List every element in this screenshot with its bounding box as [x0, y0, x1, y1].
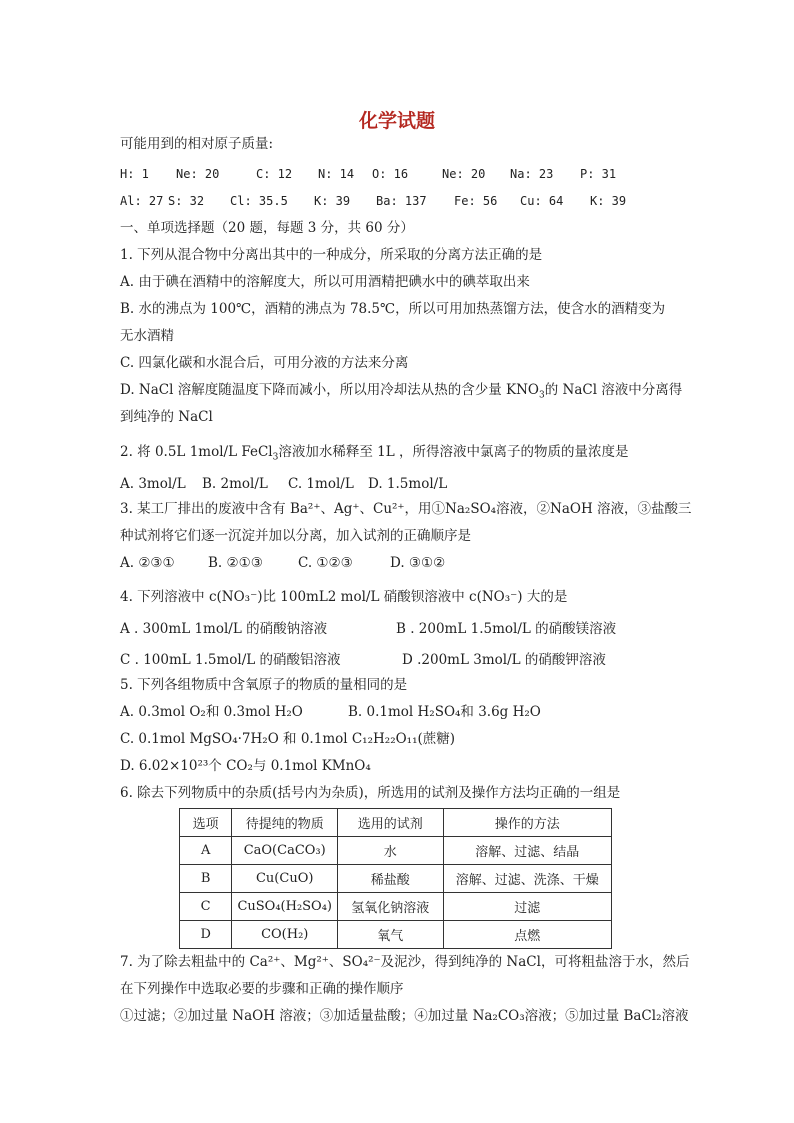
- option-b: B. ②①③: [208, 555, 263, 571]
- table-cell: B: [180, 865, 232, 893]
- option-b: B. 0.1mol H₂SO₄和 3.6g H₂O: [348, 704, 541, 720]
- option-c: C. ①②③: [298, 555, 353, 571]
- question-6-stem: 6. 除去下列物质中的杂质(括号内为杂质)，所选用的试剂及操作方法均正确的一组是: [120, 785, 621, 801]
- text: 2. 将 0.5L 1mol/L FeCl: [120, 444, 273, 460]
- table-header-cell: 选项: [180, 809, 232, 837]
- text: D. NaCl 溶解度随温度下降而减小，所以用冷却法从热的含少量 KNO: [120, 382, 539, 398]
- option-a: A. 3mol/L: [120, 476, 186, 492]
- question-1-option-d: [120, 381, 682, 405]
- table-cell: 稀盐酸: [338, 865, 443, 893]
- table-row: [180, 893, 612, 921]
- mass-item: Al: 27: [120, 194, 164, 208]
- table-row: [180, 921, 612, 949]
- question-7-stem: 7. 为了除去粗盐中的 Ca²⁺、Mg²⁺、SO₄²⁻及泥沙，得到纯净的 NaCl，可将粗盐溶于水，然后: [120, 954, 690, 970]
- question-4-stem: 4. 下列溶液中 c(NO₃⁻)比 100mL2 mol/L 硝酸钡溶液中 c(NO₃⁻) 大的是: [120, 589, 568, 605]
- table-cell: 过滤: [443, 893, 612, 921]
- option-a: A . 300mL 1mol/L 的硝酸钠溶液: [120, 621, 328, 637]
- question-1-option-b: B. 水的沸点为 100℃，酒精的沸点为 78.5℃，所以可用加热蒸馏方法，使含水的酒精变为: [120, 301, 666, 317]
- table-cell: A: [180, 837, 232, 865]
- option-c: C. 1mol/L: [288, 476, 354, 492]
- table-header-cell: 待提纯的物质: [232, 809, 338, 837]
- mass-item: C: 12: [256, 167, 293, 181]
- table-cell: 点燃: [443, 921, 612, 949]
- option-c: C . 100mL 1.5mol/L 的硝酸铝溶液: [120, 652, 341, 668]
- question-2-stem: [120, 443, 628, 467]
- section-heading: 一、单项选择题（20 题，每题 3 分，共 60 分）: [120, 220, 414, 236]
- option-a: A. ②③①: [120, 555, 175, 571]
- question-1-stem: 1. 下列从混合物中分离出其中的一种成分，所采取的分离方法正确的是: [120, 247, 543, 263]
- table-cell: Cu(CuO): [232, 865, 338, 893]
- page-title: 化学试题: [358, 110, 435, 132]
- question-5-stem: 5. 下列各组物质中含氧原子的物质的量相同的是: [120, 677, 408, 693]
- text: 的 NaCl 溶液中分离得: [544, 382, 683, 398]
- question-4-options-row-1: [120, 620, 640, 638]
- question-5-option-d: D. 6.02×10²³个 CO₂与 0.1mol KMnO₄: [120, 758, 371, 774]
- table-cell: 溶解、过滤、结晶: [443, 837, 612, 865]
- subscript: 3: [538, 390, 545, 401]
- mass-item: Fe: 56: [454, 194, 498, 208]
- table-header-cell: 操作的方法: [443, 809, 612, 837]
- option-d: D .200mL 3mol/L 的硝酸钾溶液: [402, 652, 606, 668]
- question-2-options: [120, 475, 520, 493]
- table-cell: 氢氧化钠溶液: [338, 893, 443, 921]
- mass-item: N: 14: [318, 167, 355, 181]
- table-header-cell: 选用的试剂: [338, 809, 443, 837]
- mass-item: Na: 23: [510, 167, 554, 181]
- table-cell: 氧气: [338, 921, 443, 949]
- mass-item: P: 31: [580, 167, 617, 181]
- question-7-steps: ①过滤；②加过量 NaOH 溶液；③加适量盐酸；④加过量 Na₂CO₃溶液；⑤加过量 BaCl₂溶液: [120, 1008, 689, 1024]
- option-d: D. 1.5mol/L: [368, 476, 448, 492]
- table-header-row: [180, 809, 612, 837]
- question-7-stem-cont: 在下列操作中选取必要的步骤和正确的操作顺序: [120, 981, 404, 997]
- table-cell: CaO(CaCO₃): [232, 837, 338, 865]
- subscript: 3: [272, 452, 279, 463]
- option-d: D. ③①②: [390, 555, 446, 571]
- mass-item: Cl: 35.5: [230, 194, 288, 208]
- mass-item: Ne: 20: [442, 167, 486, 181]
- option-b: B. 2mol/L: [202, 476, 268, 492]
- table-cell: 溶解、过滤、洗涤、干燥: [443, 865, 612, 893]
- mass-item: K: 39: [590, 194, 627, 208]
- question-5-options-row-1: [120, 703, 640, 721]
- mass-item: K: 39: [314, 194, 351, 208]
- mass-item: S: 32: [168, 194, 205, 208]
- table-cell: CO(H₂): [232, 921, 338, 949]
- mass-item: Ba: 137: [376, 194, 427, 208]
- question-3-stem: 3. 某工厂排出的废液中含有 Ba²⁺、Ag⁺、Cu²⁺，用①Na₂SO₄溶液，②NaOH 溶液，③盐酸三: [120, 501, 692, 517]
- table-cell: CuSO₄(H₂SO₄): [232, 893, 338, 921]
- table-cell: C: [180, 893, 232, 921]
- question-1-option-c: C. 四氯化碳和水混合后，可用分液的方法来分离: [120, 355, 409, 371]
- mass-item: Cu: 64: [520, 194, 564, 208]
- question-5-option-c: C. 0.1mol MgSO₄·7H₂O 和 0.1mol C₁₂H₂₂O₁₁(蔗糖): [120, 731, 456, 747]
- table-row: [180, 837, 612, 865]
- mass-item: O: 16: [372, 167, 409, 181]
- option-b: B . 200mL 1.5mol/L 的硝酸镁溶液: [396, 621, 617, 637]
- mass-item: H: 1: [120, 167, 149, 181]
- question-4-options-row-2: [120, 651, 640, 669]
- atomic-mass-row-2: [120, 192, 638, 210]
- option-a: A. 0.3mol O₂和 0.3mol H₂O: [120, 704, 303, 720]
- text: 溶液加水稀释至 1L ，所得溶液中氯离子的物质的量浓度是: [278, 444, 629, 460]
- table-cell: 水: [338, 837, 443, 865]
- atomic-mass-row-1: [120, 165, 640, 183]
- table-row: [180, 865, 612, 893]
- mass-item: Ne: 20: [176, 167, 220, 181]
- atomic-mass-heading: 可能用到的相对原子质量:: [120, 136, 274, 152]
- question-6-table: [179, 808, 612, 949]
- table-cell: D: [180, 921, 232, 949]
- question-3-stem-cont: 种试剂将它们逐一沉淀并加以分离，加入试剂的正确顺序是: [120, 528, 471, 544]
- question-3-options: [120, 554, 520, 572]
- question-1-option-a: A. 由于碘在酒精中的溶解度大，所以可用酒精把碘水中的碘萃取出来: [120, 274, 530, 290]
- question-1-option-b-cont: 无水酒精: [120, 328, 174, 344]
- question-1-option-d-cont: 到纯净的 NaCl: [120, 409, 213, 425]
